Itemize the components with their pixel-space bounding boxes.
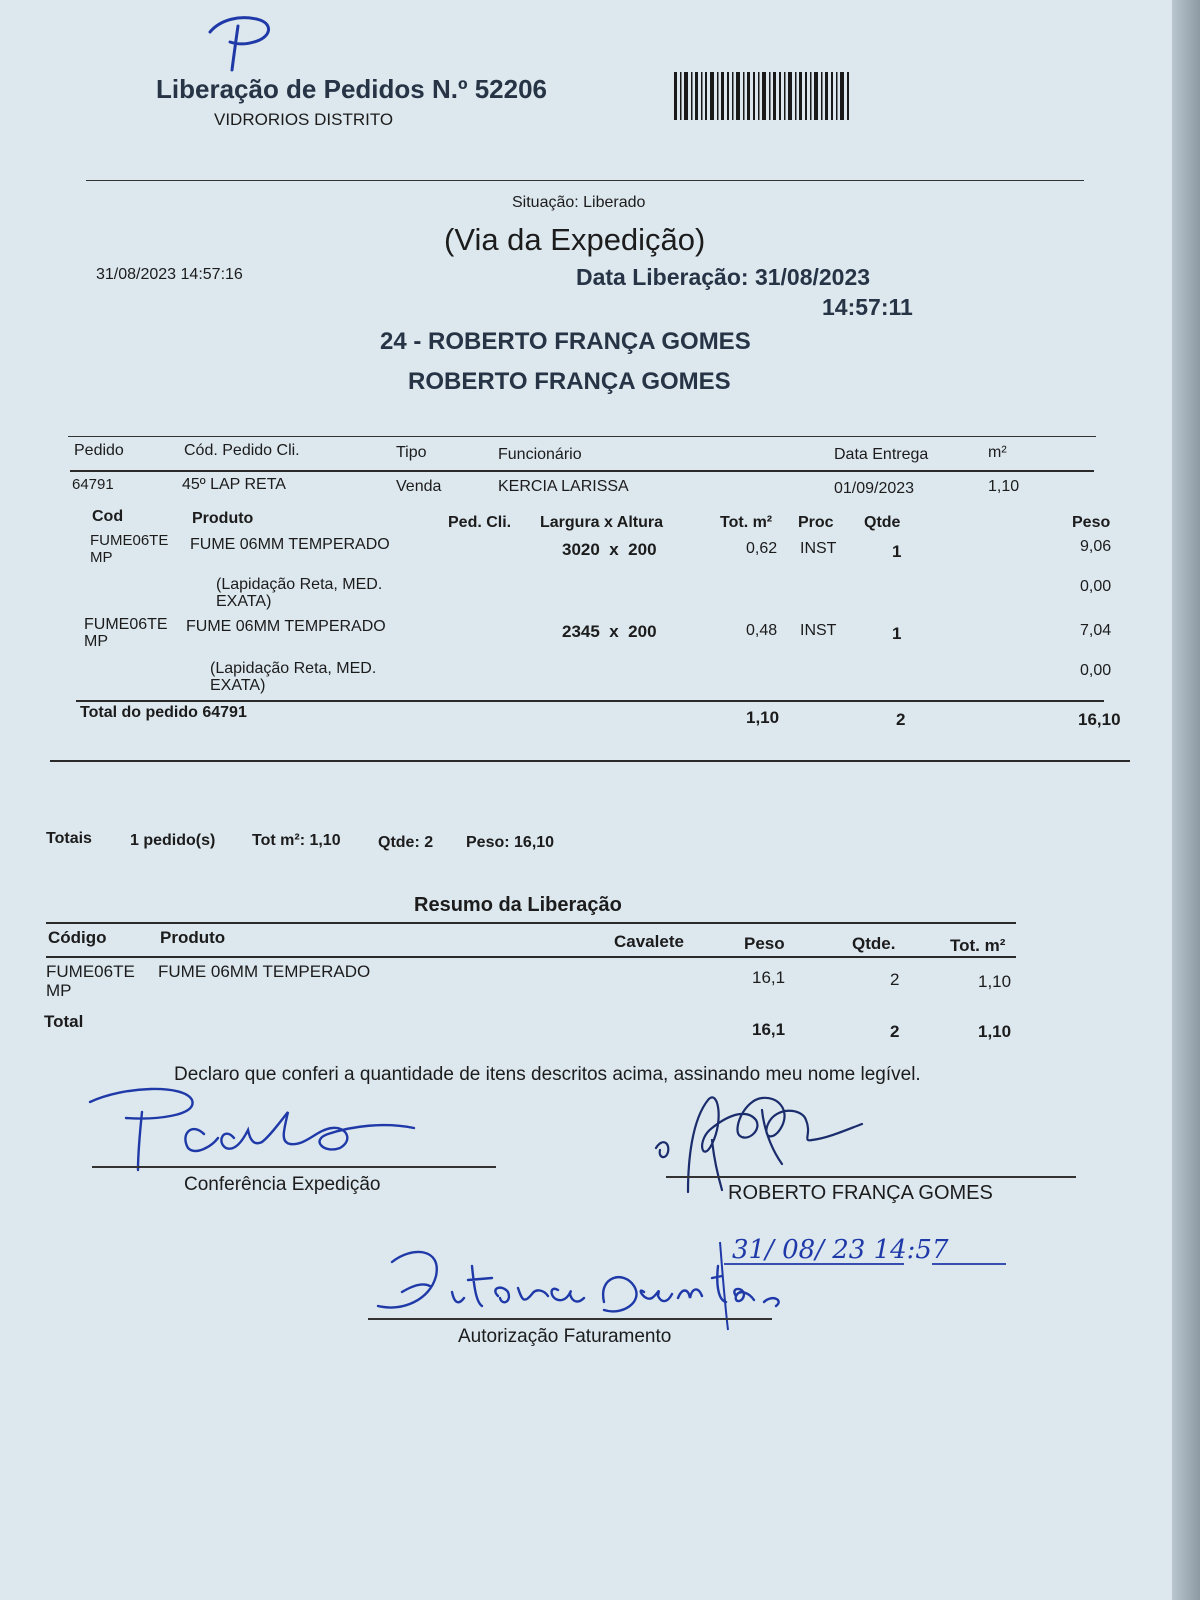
summary-row-m2: 1,10 xyxy=(978,972,1012,991)
item-1-qtde: 1 xyxy=(892,542,902,561)
item-2-sub-peso: 0,00 xyxy=(1080,662,1112,679)
items-header-proc: Proc xyxy=(798,514,834,531)
order-total-peso: 16,10 xyxy=(1078,710,1121,729)
item-2-peso: 7,04 xyxy=(1080,622,1112,639)
items-header-qtde: Qtde xyxy=(864,514,901,531)
summary-total-label: Total xyxy=(44,1012,84,1031)
via-label: (Via da Expedição) xyxy=(444,222,706,257)
order-header-data-entrega: Data Entrega xyxy=(834,446,929,463)
items-header-produto: Produto xyxy=(192,510,254,527)
totals-peso: Peso: 16,10 xyxy=(466,834,555,851)
summary-row-codigo: FUME06TE MP xyxy=(46,962,135,1000)
client-name-line2: ROBERTO FRANÇA GOMES xyxy=(408,368,731,395)
summary-header-underline xyxy=(46,956,1016,958)
order-data-entrega: 01/09/2023 xyxy=(834,480,915,497)
print-datetime: 31/08/2023 14:57:16 xyxy=(96,266,243,283)
order-m2: 1,10 xyxy=(988,478,1020,495)
declaration-text: Declaro que conferi a quantidade de itens descritos acima, assinando meu nome legível. xyxy=(174,1064,921,1085)
summary-header-produto: Produto xyxy=(160,928,226,947)
item-1-cod: FUME06TE MP xyxy=(90,532,169,566)
signature-left-line xyxy=(92,1166,496,1168)
summary-total-peso: 16,1 xyxy=(752,1020,786,1039)
item-1-peso: 9,06 xyxy=(1080,538,1112,555)
client-name-line1: 24 - ROBERTO FRANÇA GOMES xyxy=(380,328,751,355)
summary-header-codigo: Código xyxy=(48,928,107,947)
item-1-sub: (Lapidação Reta, MED. EXATA) xyxy=(216,576,383,610)
totals-m2: Tot m²: 1,10 xyxy=(252,832,341,849)
order-header-funcionario: Funcionário xyxy=(498,446,582,463)
item-1-sub-peso: 0,00 xyxy=(1080,578,1112,595)
order-funcionario: KERCIA LARISSA xyxy=(498,478,629,495)
order-cod-cli: 45º LAP RETA xyxy=(182,476,286,493)
item-2-tot-m2: 0,48 xyxy=(746,622,778,639)
order-total-label: Total do pedido 64791 xyxy=(80,704,247,721)
totals-pedidos: 1 pedido(s) xyxy=(130,832,216,849)
items-total-line xyxy=(76,700,1104,702)
order-header-tipo: Tipo xyxy=(396,444,427,461)
order-total-qtde: 2 xyxy=(896,710,906,729)
item-1-tot-m2: 0,62 xyxy=(746,540,778,557)
items-header-peso: Peso xyxy=(1072,514,1111,531)
item-2-qtde: 1 xyxy=(892,624,902,643)
items-header-ped-cli: Ped. Cli. xyxy=(448,514,512,531)
signature-left xyxy=(84,1082,424,1172)
summary-total-m2: 1,10 xyxy=(978,1022,1012,1041)
signature-right-label: ROBERTO FRANÇA GOMES xyxy=(728,1182,993,1204)
summary-header-peso: Peso xyxy=(744,934,785,953)
handwritten-mark xyxy=(200,8,290,72)
barcode xyxy=(672,72,852,120)
summary-header-qtde: Qtde. xyxy=(852,934,896,953)
summary-header-tot-m2: Tot. m² xyxy=(950,936,1006,955)
svg-text:31/ 08/ 23 14:57: 31/ 08/ 23 14:57 xyxy=(732,1236,949,1265)
order-total-m2: 1,10 xyxy=(746,708,780,727)
item-2-cod: FUME06TE MP xyxy=(84,616,168,650)
items-header-tot-m2: Tot. m² xyxy=(720,514,773,531)
order-pedido: 64791 xyxy=(72,476,114,493)
page-title: Liberação de Pedidos N.º 52206 xyxy=(156,74,547,104)
authorization-label: Autorização Faturamento xyxy=(458,1326,672,1347)
items-header-cod: Cod xyxy=(92,508,124,525)
summary-header-cavalete: Cavalete xyxy=(614,932,684,951)
release-time: 14:57:11 xyxy=(822,294,913,320)
situation-label: Situação: Liberado xyxy=(512,194,646,211)
item-1-produto: FUME 06MM TEMPERADO xyxy=(190,536,390,553)
item-1-proc: INST xyxy=(800,540,837,557)
order-header-underline xyxy=(70,470,1094,472)
section-divider xyxy=(50,760,1130,762)
item-2-sub: (Lapidação Reta, MED. EXATA) xyxy=(210,660,377,694)
item-1-medida: 3020 x 200 xyxy=(562,540,657,559)
company-name: VIDRORIOS DISTRITO xyxy=(214,110,394,129)
summary-title: Resumo da Liberação xyxy=(414,894,622,916)
summary-total-qtde: 2 xyxy=(890,1022,900,1041)
order-header-cod-cli: Cód. Pedido Cli. xyxy=(184,442,300,459)
order-header-m2: m² xyxy=(988,444,1007,461)
summary-row-produto: FUME 06MM TEMPERADO xyxy=(158,962,371,981)
order-header-pedido: Pedido xyxy=(74,442,124,459)
item-2-medida: 2345 x 200 xyxy=(562,622,657,641)
totals-qtde: Qtde: 2 xyxy=(378,834,434,851)
items-header-largura-altura: Largura x Altura xyxy=(540,514,663,531)
item-2-proc: INST xyxy=(800,622,837,639)
order-tipo: Venda xyxy=(396,478,442,495)
order-table-top-line xyxy=(68,436,1096,437)
header-divider xyxy=(86,180,1084,181)
summary-row-qtde: 2 xyxy=(890,970,900,989)
background-edge xyxy=(1172,0,1200,1600)
totals-label: Totais xyxy=(46,830,92,847)
summary-row-peso: 16,1 xyxy=(752,968,786,987)
authorization-line xyxy=(368,1318,772,1320)
release-date: Data Liberação: 31/08/2023 xyxy=(576,264,871,290)
signature-right-line xyxy=(666,1176,1076,1178)
item-2-produto: FUME 06MM TEMPERADO xyxy=(186,618,386,635)
signature-left-label: Conferência Expedição xyxy=(184,1174,381,1195)
summary-top-line xyxy=(46,922,1016,924)
